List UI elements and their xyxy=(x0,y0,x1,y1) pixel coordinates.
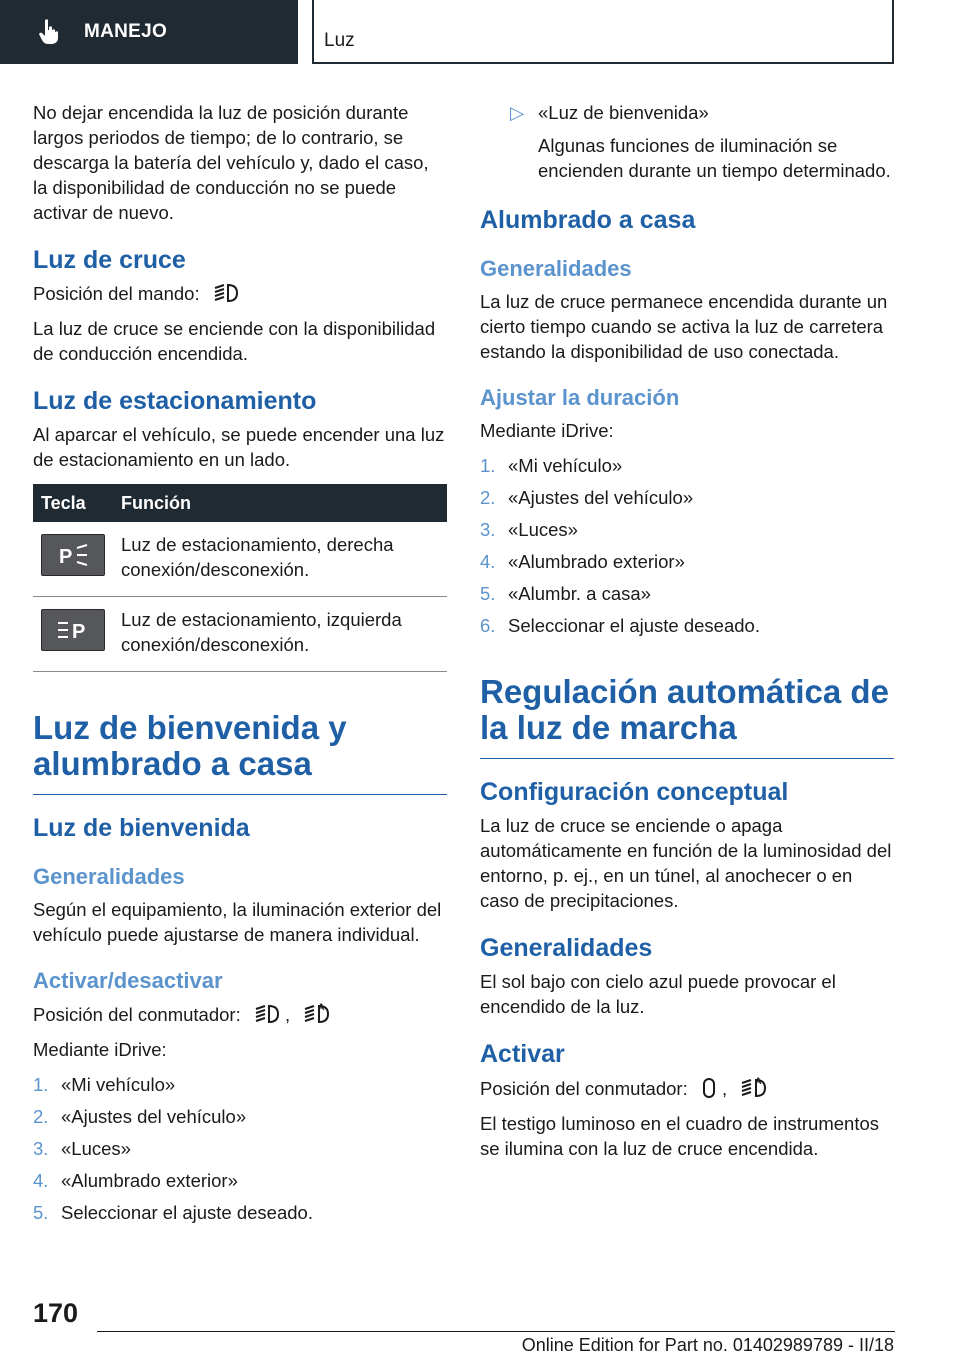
step-text: «Alumbr. a casa» xyxy=(508,583,651,604)
list-item xyxy=(480,613,894,638)
step-number: 1. xyxy=(33,1074,49,1095)
step-number: 2. xyxy=(480,487,496,508)
duration-heading: Ajustar la duración xyxy=(480,385,680,410)
list-item xyxy=(33,1072,447,1097)
step-text: «Alumbrado exterior» xyxy=(61,1170,238,1191)
step-number: 5. xyxy=(480,583,496,604)
function-cell: Luz de estacionamiento, izquierda conexión/desconexión. xyxy=(113,597,447,672)
auto-general-heading: Generalidades xyxy=(480,934,653,962)
lights-off-icon xyxy=(701,1077,717,1099)
list-item xyxy=(33,1200,447,1225)
switch-label: Posición del conmutador: xyxy=(33,1004,241,1025)
list-item xyxy=(480,453,894,478)
page-title: Luz xyxy=(324,30,355,51)
bullet-title: «Luz de bienvenida» xyxy=(538,102,709,123)
auto-light-icon xyxy=(740,1075,768,1099)
header-frame xyxy=(312,0,894,64)
auto-switch-position xyxy=(480,1075,894,1101)
indicator-text: El testigo luminoso en el cuadro de instrumentos se ilumina con la luz de cruce encendida. xyxy=(480,1113,879,1159)
table-header-function: Función xyxy=(113,484,447,522)
step-number: 2. xyxy=(33,1106,49,1127)
welcome-general-heading: Generalidades xyxy=(33,864,185,889)
home-general-text: La luz de cruce permanece encendida durante un cierto tiempo cuando se activa la luz de carretera estando la disponibilidad de uso conectada. xyxy=(480,291,888,362)
low-beam-position xyxy=(33,281,447,306)
bullet-item xyxy=(510,100,894,183)
key-cell xyxy=(33,522,113,597)
low-beam-heading: Luz de cruce xyxy=(33,246,186,274)
step-number: 6. xyxy=(480,615,496,636)
welcome-general-text: Según el equipamiento, la iluminación exterior del vehículo puede ajustarse de manera individual. xyxy=(33,899,442,945)
triangle-bullet-icon: ▷ xyxy=(510,102,525,123)
table-row xyxy=(33,522,447,597)
welcome-activate-heading: Activar/desactivar xyxy=(33,968,223,993)
list-item xyxy=(480,517,894,542)
svg-text:P: P xyxy=(59,546,73,568)
list-item xyxy=(480,485,894,510)
switch-label: Posición del conmutador: xyxy=(480,1078,688,1099)
auto-section-heading: Regulación automática de la luz de marcha xyxy=(480,674,894,759)
auto-light-icon xyxy=(303,1001,331,1025)
step-text: «Mi vehículo» xyxy=(508,455,623,476)
svg-text:A: A xyxy=(318,1002,325,1012)
section-label: MANEJO xyxy=(84,21,168,42)
list-item xyxy=(480,549,894,574)
step-text: Seleccionar el ajuste deseado. xyxy=(61,1202,313,1223)
position-label: Posición del mando: xyxy=(33,283,200,304)
separator: , xyxy=(285,1004,291,1025)
bullet-text: Algunas funciones de iluminación se encienden durante un tiempo determinado. xyxy=(538,135,891,181)
edition-text: Online Edition for Part no. 01402989789 - II/18 xyxy=(521,1335,894,1355)
page-number: 170 xyxy=(33,1298,79,1328)
table-header-row xyxy=(33,484,447,522)
table-row xyxy=(33,597,447,672)
section-tab xyxy=(0,0,298,64)
parking-light-left-icon xyxy=(41,609,105,651)
table-header-key: Tecla xyxy=(33,484,113,522)
list-item xyxy=(33,1168,447,1193)
list-item xyxy=(480,581,894,606)
step-text: «Luces» xyxy=(508,519,578,540)
hand-pointer-icon xyxy=(38,18,62,46)
concept-text: La luz de cruce se enciende o apaga automáticamente en función de la luminosidad del entorno, p. ej., en un túnel, al anochecer o en caso de precipitaciones. xyxy=(480,815,892,911)
right-column xyxy=(480,100,894,1171)
step-number: 3. xyxy=(33,1138,49,1159)
parking-text: Al aparcar el vehículo, se puede encender una luz de estacionamiento en un lado. xyxy=(33,424,445,470)
home-steps-list xyxy=(480,453,894,638)
step-text: «Ajustes del vehículo» xyxy=(61,1106,247,1127)
parking-table xyxy=(33,484,447,672)
footer-divider xyxy=(97,1331,895,1332)
step-text: «Mi vehículo» xyxy=(61,1074,176,1095)
list-item xyxy=(33,1104,447,1129)
low-beam-text: La luz de cruce se enciende con la disponibilidad de conducción encendida. xyxy=(33,318,436,364)
auto-activate-heading: Activar xyxy=(480,1040,565,1068)
step-number: 3. xyxy=(480,519,496,540)
step-text: «Alumbrado exterior» xyxy=(508,551,685,572)
parking-heading: Luz de estacionamiento xyxy=(33,387,317,415)
step-number: 5. xyxy=(33,1202,49,1223)
key-cell xyxy=(33,597,113,672)
step-text: «Luces» xyxy=(61,1138,131,1159)
idrive-label: Mediante iDrive: xyxy=(33,1039,167,1060)
left-column xyxy=(33,100,447,1235)
low-beam-icon xyxy=(213,282,239,304)
intro-text: No dejar encendida la luz de posición durante largos periodos de tiempo; de lo contrario, se descarga la batería del vehículo y, dado el caso, la disponibilidad de conducción no se puede activar de nuevo. xyxy=(33,102,429,223)
low-beam-icon xyxy=(254,1003,280,1025)
step-number: 4. xyxy=(33,1170,49,1191)
step-text: «Ajustes del vehículo» xyxy=(508,487,694,508)
concept-heading: Configuración conceptual xyxy=(480,778,789,806)
home-general-heading: Generalidades xyxy=(480,256,632,281)
home-heading: Alumbrado a casa xyxy=(480,206,696,234)
welcome-switch-position xyxy=(33,1001,447,1027)
parking-light-right-icon xyxy=(41,534,105,576)
list-item xyxy=(33,1136,447,1161)
idrive-label: Mediante iDrive: xyxy=(480,420,614,441)
svg-text:A: A xyxy=(755,1076,762,1086)
svg-text:P: P xyxy=(72,621,86,643)
welcome-section-heading: Luz de bienvenida y alumbrado a casa xyxy=(33,710,447,795)
auto-general-text: El sol bajo con cielo azul puede provocar el encendido de la luz. xyxy=(480,971,836,1017)
welcome-steps-list xyxy=(33,1072,447,1225)
separator: , xyxy=(722,1078,728,1099)
step-number: 1. xyxy=(480,455,496,476)
step-number: 4. xyxy=(480,551,496,572)
function-cell: Luz de estacionamiento, derecha conexión/desconexión. xyxy=(113,522,447,597)
welcome-heading: Luz de bienvenida xyxy=(33,814,250,842)
step-text: Seleccionar el ajuste deseado. xyxy=(508,615,760,636)
